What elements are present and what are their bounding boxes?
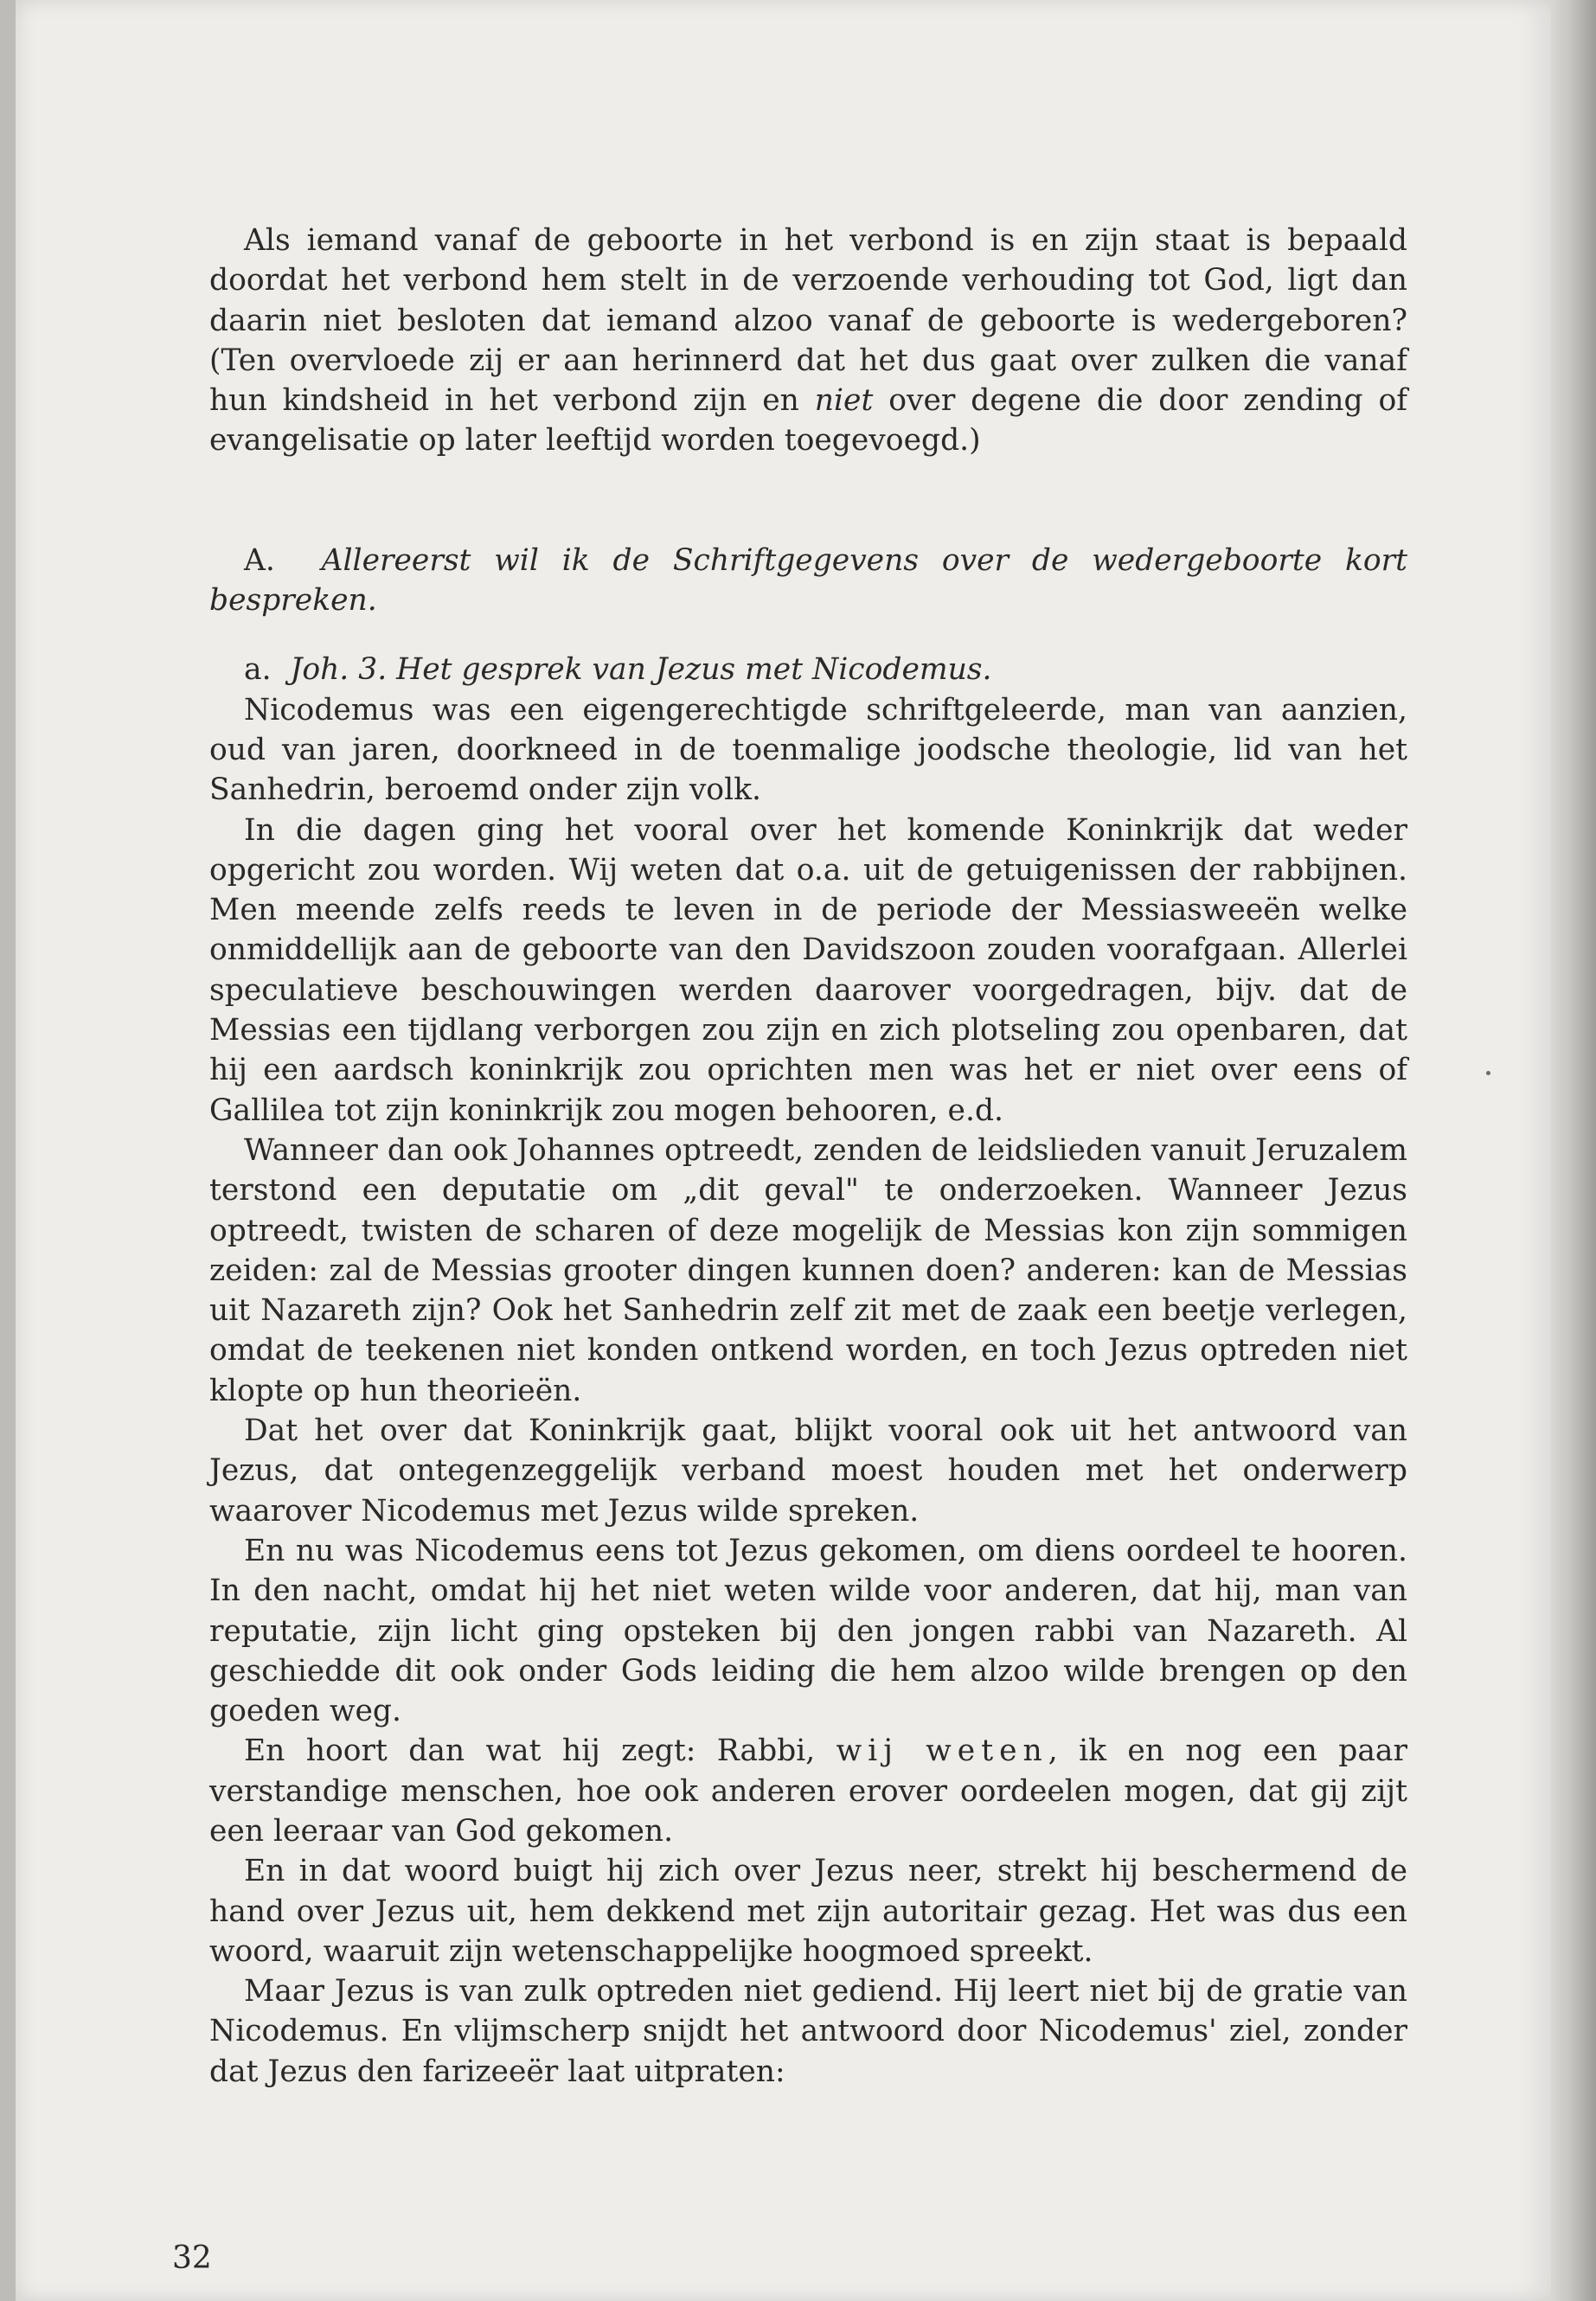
section-a-heading: [209, 541, 1407, 621]
paragraph-2: In die dagen ging het vooral over het komende Koninkrijk dat weder opgericht zou worden. Wij weten dat o.a. uit de getuigenissen der rabbijnen. Men meende zelfs reeds te leven in de periode der Messiasweeën welke onmiddellijk aan de geboorte van den Davidszoon zouden voorafgaan. Allerlei speculatieve beschouwingen werden daarover voorgedragen, bijv. dat de Messias een tijdlang verborgen zou zijn en zich plotseling zou openbaren, dat hij een aardsch koninkrijk zou oprichten men was het er niet over eens of Gallilea tot zijn koninkrijk zou mogen behooren, e.d.: [209, 812, 1407, 1128]
intro-paragraph: [209, 221, 1407, 461]
intro-emphasis: niet: [814, 383, 874, 419]
subsection-a-heading: [209, 650, 1407, 689]
book-spine-edge: [1551, 0, 1596, 2301]
ink-speck: [1486, 1071, 1490, 1075]
subsection-a-marker: a.: [244, 652, 272, 688]
section-spacer: [209, 461, 1407, 541]
section-a-marker: A.: [244, 542, 275, 578]
subsection-a-title: Joh. 3. Het gesprek van Jezus met Nicodemus.: [290, 652, 992, 688]
paragraph-7: Maar Jezus is van zulk optreden niet gediend. Hij leert niet bij de gratie van Nicodemus. En vlijmscherp snijdt het antwoord door Nicodemus' ziel, zonder dat Jezus den farizeeër laat uitpraten:: [209, 1974, 1407, 2089]
paragraph-5: En nu was Nicodemus eens tot Jezus gekomen, om diens oordeel te hooren. In den nacht, omdat hij het niet weten wilde voor anderen, dat hij, man van reputatie, zijn licht ging opsteken bij den jongen rabbi van Nazareth. Al geschiedde dit ook onder Gods leiding die hem alzoo wilde brengen op den goeden weg.: [209, 1533, 1407, 1729]
paragraph-1: Nicodemus was een eigengerechtigde schriftgeleerde, man van aanzien, oud van jaren, doorkneed in de toenmalige joodsche theologie, lid van het Sanhedrin, beroemd onder zijn volk.: [209, 692, 1407, 808]
paragraph-6: En in dat woord buigt hij zich over Jezus neer, strekt hij beschermend de hand over Jezus uit, hem dekkend met zijn autoritair gezag. Het was dus een woord, waaruit zijn wetenschappelijke hoogmoed spreekt.: [209, 1854, 1407, 1969]
book-page: [16, 0, 1551, 2301]
section-a-title: Allereerst wil ik de Schriftgegevens over de wedergeboorte kort bespreken.: [209, 542, 1407, 619]
page-text: [209, 221, 1407, 2092]
paragraph-4: Dat het over dat Koninkrijk gaat, blijkt vooral ook uit het antwoord van Jezus, dat ontegenzeggelijk verband moest houden met het onderwerp waarover Nicodemus met Jezus wilde spreken.: [209, 1413, 1407, 1529]
intro-text-before: Als iemand vanaf de geboorte in het verbond is en zijn staat is bepaald doordat het verbond hem stelt in de verzoende verhouding tot God, ligt dan daarin niet besloten dat iemand alzoo vanaf de geboorte is wedergeboren? (Ten overvloede zij er aan herinnerd dat het dus gaat over zulken die vanaf hun kindsheid in het verbond zijn en: [209, 223, 1407, 419]
quote-paragraph: [209, 1731, 1407, 1851]
page-number: 32: [172, 2240, 212, 2276]
quote-after: , ik en nog een paar verstandige menschen, hoe ook anderen erover oordeelen mogen, dat gij zijt een leeraar van God gekomen.: [209, 1734, 1407, 1849]
quote-spaced-emphasis: wij weten: [836, 1734, 1048, 1769]
quote-before: En hoort dan wat hij zegt: Rabbi,: [244, 1734, 836, 1769]
intro-text-after: over degene die door zending of evangelisatie op later leeftijd worden toegevoegd.): [209, 383, 1407, 458]
paragraph-3: Wanneer dan ook Johannes optreedt, zenden de leidslieden vanuit Jeruzalem terstond een deputatie om „dit geval" te onderzoeken. Wanneer Jezus optreedt, twisten de scharen of deze mogelijk de Messias kon zijn sommigen zeiden: zal de Messias grooter dingen kunnen doen? anderen: kan de Messias uit Nazareth zijn? Ook het Sanhedrin zelf zit met de zaak een beetje verlegen, omdat de teekenen niet konden ontkend worden, en toch Jezus optreden niet klopte op hun theorieën.: [209, 1132, 1407, 1408]
